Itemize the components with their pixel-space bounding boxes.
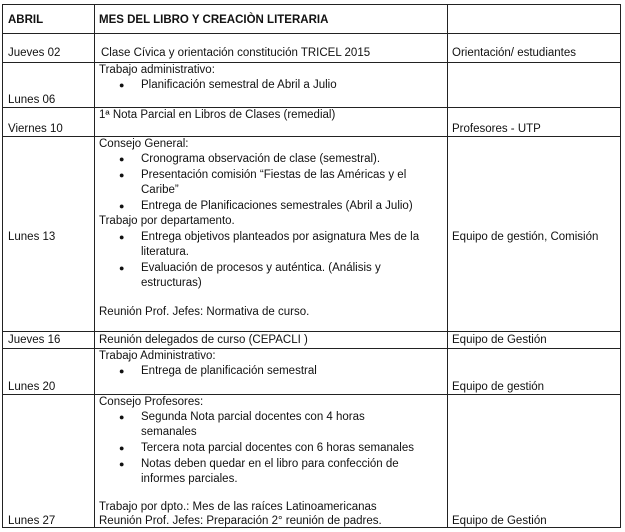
row-divider [3,331,620,332]
row-heading: Consejo General: [99,138,189,150]
row-date: Lunes 20 [8,381,56,393]
row-responsible: Equipo de Gestión [452,515,547,527]
bullet-icon: ● [119,80,125,90]
row-date: Jueves 02 [8,47,61,59]
row-heading: Trabajo administrativo: [99,64,215,76]
bullet-icon: ● [119,366,125,376]
header-title: MES DEL LIBRO Y CREACIÒN LITERARIA [99,14,329,26]
row-divider [3,62,620,63]
bullet-icon: ● [119,170,125,180]
row-date: Lunes 13 [8,231,56,243]
row-heading: Consejo Profesores: [99,396,204,408]
row-responsible: Profesores - UTP [452,123,541,135]
row-footer: Reunión Prof. Jefes: Preparación 2° reunión de padres. [99,515,382,527]
row-responsible: Equipo de gestión [452,381,545,393]
row-activity: 1ª Nota Parcial en Libros de Clases (remedial) [99,109,336,121]
bullet-icon: ● [119,459,125,469]
row-heading: Trabajo Administrativo: [99,350,216,362]
row-bullet-continued: literatura. [141,246,189,258]
row-activity: Clase Cívica y orientación constitución TRICEL 2015 [101,47,371,59]
calendar-table [2,4,621,528]
row-date: Jueves 16 [8,334,61,346]
row-bullet-continued: estructuras) [141,277,202,289]
row-bullet: Entrega objetivos planteados por asignatura Mes de la [141,231,420,243]
bullet-icon: ● [119,443,125,453]
row-bullet: Cronograma observación de clase (semestral). [141,153,381,165]
row-responsible: Equipo de gestión, Comisión [452,231,599,243]
row-bullet: Notas deben quedar en el libro para confección de [141,458,399,470]
column-divider [447,5,448,527]
row-bullet: Segunda Nota parcial docentes con 4 horas [141,411,365,423]
bullet-icon: ● [119,412,125,422]
bullet-icon: ● [119,263,125,273]
header-month: ABRIL [8,14,44,26]
row-footer: Trabajo por dpto.: Mes de las raíces Latinoamericanas [99,501,377,513]
row-responsible: Orientación/ estudiantes [452,47,577,59]
row-divider [3,33,620,34]
row-bullet-continued: Caribe” [141,184,179,196]
row-bullet: Tercera nota parcial docentes con 6 horas semanales [141,442,414,454]
row-date: Viernes 10 [8,123,63,135]
row-bullet: Entrega de planificación semestral [141,365,317,377]
column-divider [94,5,95,527]
bullet-icon: ● [119,201,125,211]
row-divider [3,348,620,349]
bullet-icon: ● [119,154,125,164]
row-bullet: Presentación comisión “Fiestas de las Américas y el [141,169,407,181]
row-date: Lunes 06 [8,94,56,106]
row-bullet-continued: semanales [141,426,197,438]
row-heading: Trabajo por departamento. [99,215,235,227]
row-bullet: Entrega de Planificaciones semestrales (Abril a Julio) [141,200,413,212]
row-bullet-continued: informes parciales. [141,473,238,485]
row-activity: Reunión delegados de curso (CEPACLI ) [99,334,308,346]
row-responsible: Equipo de Gestión [452,334,547,346]
bullet-icon: ● [119,232,125,242]
row-footer: Reunión Prof. Jefes: Normativa de curso. [99,306,310,318]
row-bullet: Planificación semestral de Abril a Julio [141,79,337,91]
row-date: Lunes 27 [8,515,56,527]
row-bullet: Evaluación de procesos y auténtica. (Análisis y [141,262,381,274]
